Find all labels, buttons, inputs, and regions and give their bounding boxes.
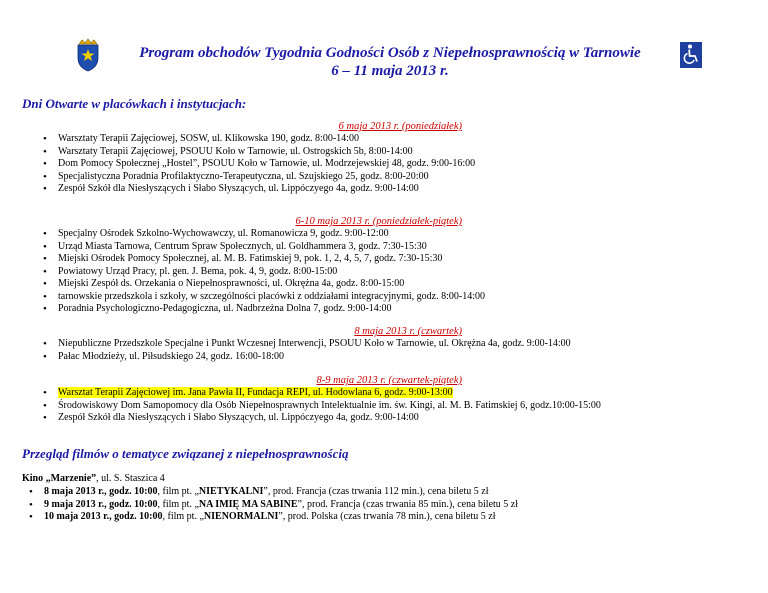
highlighted-text: Warsztat Terapii Zajęciowej im. Jana Pawła II, Fundacja REPI, ul. Hodowlana 6, godz. 9:00-13:00: [58, 387, 453, 398]
cinema-address: , ul. S. Staszica 4: [96, 473, 165, 484]
film-text: ”, prod. Francja (czas trwania 85 min.), cena biletu 5 zł: [297, 498, 519, 510]
film-text: , film pt. „: [162, 511, 204, 522]
list-item: • Dom Pomocy Społecznej „Hostel”, PSOUU Koło w Tarnowie, ul. Modrzejewskiej 48, godz. 9:00-16:00: [44, 158, 475, 171]
list-item: • Poradnia Psychologiczno-Pedagogiczna, ul. Nadbrzeżna Dolna 7, godz. 9:00-14:00: [44, 303, 485, 316]
date-heading: 6-10 maja 2013 r. (poniedziałek-piątek): [295, 216, 462, 227]
day-list: [44, 133, 475, 196]
list-item: • Zespół Szkół dla Niesłyszących i Słabo Słyszących, ul. Lippóczyego 4a, godz. 9:00-14:00: [44, 412, 601, 425]
list-item: • Specjalistyczna Poradnia Profilaktyczno-Terapeutyczna, ul. Szujskiego 25, godz. 8:00-20:00: [44, 171, 475, 184]
list-item: • Środowiskowy Dom Samopomocy dla Osób Niepełnosprawnych Intelektualnie im. św. Kingi, al. M. B. Fatimskiej 6, godz.10:00-15:00: [44, 400, 601, 413]
list-item: • Niepubliczne Przedszkole Specjalne i Punkt Wczesnej Interwencji, PSOUU Koło w Tarnowie, ul. Okrężna 4a, godz. 9:00-14:00: [44, 338, 571, 351]
film-title: NIENORMALNI: [203, 511, 279, 522]
list-item: • tarnowskie przedszkola i szkoły, w szczególności placówki z oddziałami integracyjnymi, godz. 8:00-14:00: [44, 291, 485, 304]
list-item: • Miejski Zespół ds. Orzekania o Niepełnosprawności, ul. Okrężna 4a, godz. 8:00-15:00: [44, 278, 485, 291]
film-title: NIETYKALNI: [198, 486, 264, 497]
list-item: • Urząd Miasta Tarnowa, Centrum Spraw Społecznych, ul. Goldhammera 3, godz. 7:30-15:30: [44, 241, 485, 254]
list-item: • Specjalny Ośrodek Szkolno-Wychowawczy, ul. Romanowicza 9, godz. 9:00-12:00: [44, 228, 485, 241]
film-date: 9 maja 2013 r., godz. 10:00: [44, 498, 158, 510]
page-title: Program obchodów Tygodnia Godności Osób z Niepełnosprawnością w Tarnowie: [139, 45, 641, 61]
page-subtitle: 6 – 11 maja 2013 r.: [331, 63, 449, 79]
film-text: , film pt. „: [157, 498, 199, 510]
list-item: • Warsztaty Terapii Zajęciowej, PSOUU Koło w Tarnowie, ul. Ostrogskich 5b, 8:00-14:00: [44, 146, 475, 159]
day-list: [44, 387, 601, 425]
cinema-name: Kino „Marzenie”: [22, 473, 97, 484]
film-text: ”, prod. Francja (czas trwania 112 min.), cena biletu 5 zł: [263, 486, 489, 497]
list-item: • Pałac Młodzieży, ul. Piłsudskiego 24, godz. 16:00-18:00: [44, 351, 571, 364]
film-date: 8 maja 2013 r., godz. 10:00: [44, 486, 158, 497]
tarnow-coat-of-arms-icon: [75, 38, 101, 72]
section-open-days-title: Dni Otwarte w placówkach i instytucjach:: [22, 96, 247, 111]
list-item: [44, 387, 601, 400]
film-date: 10 maja 2013 r., godz. 10:00: [44, 511, 163, 522]
day-list: [44, 228, 485, 316]
list-item: • Zespół Szkół dla Niesłyszących i Słabo Słyszących, ul. Lippóczyego 4a, godz. 9:00-14:00: [44, 183, 475, 196]
film-text: ”, prod. Polska (czas trwania 78 min.), cena biletu 5 zł: [278, 511, 496, 522]
film-text: , film pt. „: [157, 486, 199, 497]
list-item: • Warsztaty Terapii Zajęciowej, SOSW, ul. Klikowska 190, godz. 8:00-14:00: [44, 133, 475, 146]
date-heading: 6 maja 2013 r. (poniedziałek): [338, 121, 462, 132]
film-list: [30, 486, 518, 524]
film-item: [30, 511, 518, 524]
film-item: [30, 486, 518, 499]
film-title: NA IMIĘ MA SABINE: [198, 498, 298, 510]
list-item: • Miejski Ośrodek Pomocy Społecznej, al. M. B. Fatimskiej 9, pok. 1, 2, 4, 5, 7, godz. 7:30-15:30: [44, 253, 485, 266]
section-films-title: Przegląd filmów o tematyce związanej z niepełnosprawnością: [22, 446, 349, 461]
date-heading: 8 maja 2013 r. (czwartek): [354, 326, 462, 337]
date-heading: 8-9 maja 2013 r. (czwartek-piątek): [316, 375, 462, 386]
film-item: [30, 499, 518, 512]
day-list: [44, 338, 571, 363]
list-item: • Powiatowy Urząd Pracy, pl. gen. J. Bema, pok. 4, 9, godz. 8:00-15:00: [44, 266, 485, 279]
wheelchair-icon: [680, 42, 702, 68]
cinema-info: [22, 473, 165, 484]
